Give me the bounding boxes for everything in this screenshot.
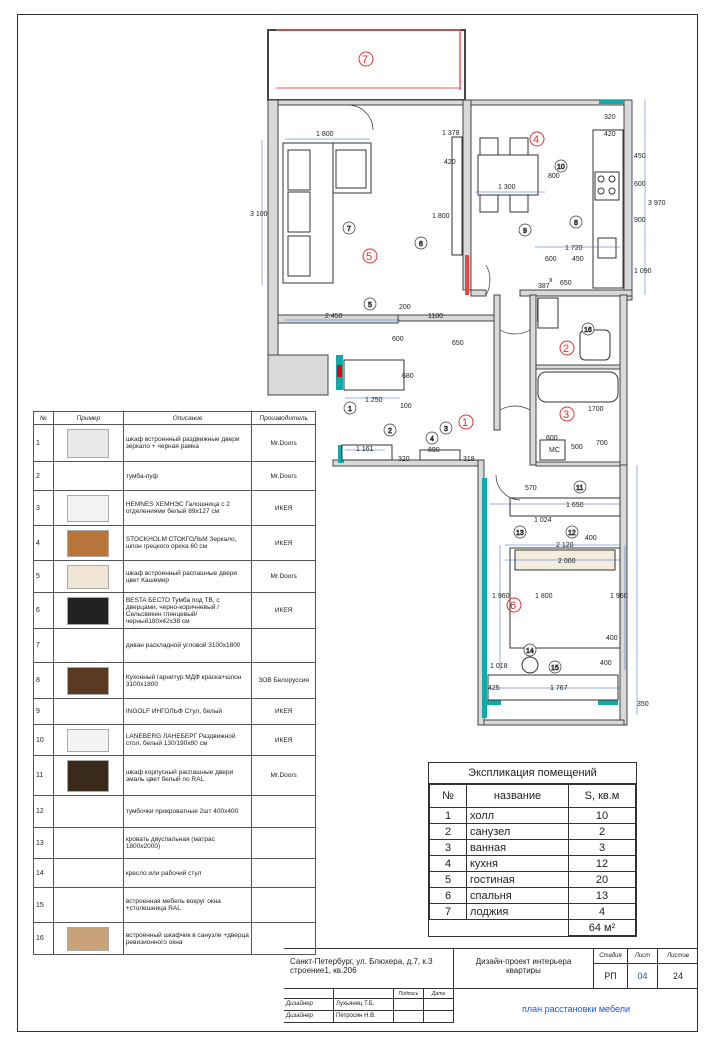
dim-label: 1 250 (365, 397, 383, 404)
explication-cell-n: 7 (430, 904, 467, 920)
explication-row (430, 872, 636, 888)
furniture-thumbnail (53, 491, 123, 526)
row-number: 12 (34, 796, 54, 828)
furniture-description: INGOLF ИНГОЛЬФ Стул, белый (123, 699, 251, 725)
explication-cell-s: 3 (569, 840, 636, 856)
expl-header: название (467, 785, 569, 808)
furniture-manufacturer (252, 859, 316, 888)
dim-label: 2 120 (556, 542, 574, 549)
expl-header: S, кв.м (569, 785, 636, 808)
furniture-manufacturer (252, 888, 316, 923)
kitchen-set (593, 130, 623, 288)
room-marker: 2 (563, 343, 570, 355)
row-number: 14 (34, 859, 54, 888)
row-number: 16 (34, 923, 54, 955)
furniture-thumbnail (53, 828, 123, 859)
explication-cell-s: 10 (569, 808, 636, 824)
room-marker: 3 (563, 409, 570, 421)
furniture-image (68, 467, 108, 486)
furniture-thumbnail (53, 888, 123, 923)
furniture-description: диван раскладной угловой 3100x1800 (123, 629, 251, 663)
explication-cell-n: 1 (430, 808, 467, 824)
explication-cell-name: ванная (467, 840, 569, 856)
furniture-row (34, 699, 316, 725)
dim-label: 3 100 (250, 211, 268, 218)
explication-cell-s: 13 (569, 888, 636, 904)
furniture-image (67, 530, 109, 557)
sign-header: Подпись (394, 989, 424, 999)
furniture-image (68, 833, 108, 854)
row-number: 10 (34, 725, 54, 756)
dim-label: 400 (585, 535, 597, 542)
furniture-description: тумба-пуф (123, 462, 251, 491)
col-header: Производитель (252, 412, 316, 425)
stage-value: РП (594, 964, 628, 989)
furniture-thumbnail (53, 699, 123, 725)
dim-label: 320 (604, 114, 616, 121)
explication-cell-s: 20 (569, 872, 636, 888)
tv-unit (452, 137, 462, 255)
dim-label: 318 (463, 456, 475, 463)
dim-label: 420 (444, 159, 456, 166)
furniture-image (67, 760, 109, 792)
expl-total: 64 м² (569, 920, 636, 936)
dim-label: 1100 (428, 313, 444, 320)
dim-label: 1 960 (610, 593, 628, 600)
furniture-description: тумбочки прикроватные 2шт 400x400 (123, 796, 251, 828)
item-marker: 8 (574, 220, 578, 227)
dim-label: 3 970 (648, 200, 666, 207)
dim-label: 1 767 (550, 685, 568, 692)
item-marker: 1 (348, 406, 352, 413)
row-number: 2 (34, 462, 54, 491)
furniture-thumbnail (53, 756, 123, 796)
furniture-manufacturer (252, 796, 316, 828)
furniture-image (67, 597, 109, 625)
dim-label: 1 960 (492, 593, 510, 600)
designer-1: Лухьянец Т.Б. (334, 999, 394, 1011)
dim-label: 1 650 (566, 502, 584, 509)
furniture-description: встроенная мебель вокруг окна +столешница RAL (123, 888, 251, 923)
title-block (284, 948, 698, 1033)
hall-furniture (342, 360, 460, 460)
furniture-row (34, 462, 316, 491)
room-marker: 5 (366, 251, 373, 263)
explication-cell-n: 3 (430, 840, 467, 856)
dim-label: 350 (637, 701, 649, 708)
furniture-thumbnail (53, 425, 123, 462)
furniture-image (67, 729, 109, 752)
col-header: Описание (123, 412, 251, 425)
dim-label: 2 450 (325, 313, 343, 320)
dim-label: 680 (402, 373, 414, 380)
dim-label: 570 (525, 485, 537, 492)
furniture-manufacturer (252, 828, 316, 859)
dim-label: 600 (545, 256, 557, 263)
dim-label: 100 (400, 403, 412, 410)
dim-label: 200 (399, 304, 411, 311)
furniture-row (34, 756, 316, 796)
furniture-thumbnail (53, 923, 123, 955)
furniture-description: Кухонный гарнитур МДФ краска+шпон 3100x1800 (123, 663, 251, 699)
item-marker: 5 (368, 302, 372, 309)
furniture-image (67, 927, 109, 951)
furniture-description: шкаф корпусный распашные двери эмаль цвет белый по RAL (123, 756, 251, 796)
explication-title: Экспликация помещений (429, 763, 636, 784)
furniture-row (34, 491, 316, 526)
row-number: 11 (34, 756, 54, 796)
dim-label: 1 161 (356, 446, 374, 453)
explication-cell-name: кухня (467, 856, 569, 872)
dim-label: 1 378 (442, 130, 460, 137)
item-marker: 7 (347, 226, 351, 233)
furniture-row (34, 888, 316, 923)
explication-cell-name: лоджия (467, 904, 569, 920)
row-number: 9 (34, 699, 54, 725)
row-number: 3 (34, 491, 54, 526)
furniture-image (67, 667, 109, 695)
explication-row (430, 856, 636, 872)
dim-label: 600 (546, 435, 558, 442)
furniture-manufacturer: ИКЕЯ (252, 491, 316, 526)
furniture-description: STOCKHOLM СТОКГОЛЬМ Зеркало, шпон грецкого ореха 60 см (123, 526, 251, 561)
furniture-thumbnail (53, 593, 123, 629)
dining-table (478, 138, 538, 212)
furniture-row (34, 593, 316, 629)
dim-label: 1700 (588, 406, 604, 413)
row-number: 7 (34, 629, 54, 663)
item-marker: 10 (557, 164, 565, 171)
item-marker: 4 (430, 436, 434, 443)
item-marker: 15 (551, 665, 559, 672)
row-number: 5 (34, 561, 54, 593)
address: Санкт-Петербург, ул. Блюхера, д.7, к.3 строение1, кв.206 (284, 949, 454, 989)
furniture-row (34, 663, 316, 699)
furniture-image (68, 864, 108, 883)
sofa (283, 143, 371, 283)
item-marker: 9 (523, 228, 527, 235)
explication-cell-n: 5 (430, 872, 467, 888)
date-header: Дата (424, 989, 454, 999)
drawing-name: план расстановки мебели (522, 1004, 630, 1014)
furniture-image (67, 565, 109, 589)
dim-label: 1 300 (498, 184, 516, 191)
dim-label: 425 (488, 685, 500, 692)
room-marker: 7 (362, 54, 369, 66)
furniture-image (68, 634, 108, 658)
furniture-manufacturer: ИКЕЯ (252, 593, 316, 629)
item-marker: 13 (516, 530, 524, 537)
dim-label: 1 800 (316, 131, 334, 138)
furniture-row (34, 561, 316, 593)
furniture-row (34, 923, 316, 955)
furniture-manufacturer: Mr.Doors (252, 462, 316, 491)
dim-label: 400 (600, 660, 612, 667)
role-2: Дизайнер (284, 1011, 334, 1023)
row-number: 4 (34, 526, 54, 561)
item-marker: 2 (388, 428, 392, 435)
furniture-image (67, 429, 109, 458)
dim-label: 420 (604, 131, 616, 138)
room-explication (428, 762, 637, 937)
furniture-thumbnail (53, 462, 123, 491)
dim-label: 900 (634, 217, 646, 224)
explication-row (430, 904, 636, 920)
explication-cell-name: гостиная (467, 872, 569, 888)
col-header: Пример (53, 412, 123, 425)
row-number: 1 (34, 425, 54, 462)
furniture-thumbnail (53, 663, 123, 699)
furniture-manufacturer: ИКЕЯ (252, 725, 316, 756)
explication-row (430, 824, 636, 840)
dim-label: 1 090 (634, 268, 652, 275)
stage-header: Стадия (594, 949, 628, 964)
sheet-header: Лист (628, 949, 658, 964)
furniture-description: кровать двуспальная (матрас 1800x2000) (123, 828, 251, 859)
explication-cell-n: 2 (430, 824, 467, 840)
furniture-image (68, 893, 108, 918)
dim-label: 450 (634, 153, 646, 160)
dim-label: 650 (452, 340, 464, 347)
explication-row (430, 840, 636, 856)
role-1: Дизайнер (284, 999, 334, 1011)
furniture-thumbnail (53, 526, 123, 561)
dim-label: 450 (572, 256, 584, 263)
furniture-description: кресло или рабочий стул (123, 859, 251, 888)
project-name: Дизайн-проект интерьера квартиры (454, 949, 594, 989)
furniture-image (68, 704, 108, 720)
furniture-image (67, 495, 109, 522)
sheets-header: Листов (658, 949, 698, 964)
dim-label: 600 (392, 336, 404, 343)
dim-label: 1 800 (535, 593, 553, 600)
furniture-manufacturer: ИКЕЯ (252, 526, 316, 561)
furniture-row (34, 425, 316, 462)
explication-cell-s: 4 (569, 904, 636, 920)
furniture-description: встроенный шкафчик в санузле +дверца ревизионного окна (123, 923, 251, 955)
dim-label: 650 (560, 280, 572, 287)
designer-2: Петросян Н.В. (334, 1011, 394, 1023)
dim-label: 320 (398, 456, 410, 463)
furniture-manufacturer: Mr.Doors (252, 756, 316, 796)
furniture-manufacturer: Mr.Doors (252, 425, 316, 462)
expl-header: № (430, 785, 467, 808)
dim-label: 1 800 (432, 213, 450, 220)
room-marker: 6 (510, 600, 517, 612)
explication-cell-name: холл (467, 808, 569, 824)
furniture-manufacturer: ЗОВ Белоруссия (252, 663, 316, 699)
furniture-thumbnail (53, 859, 123, 888)
furniture-description: шкаф встроенный распашные двери цвет Кашемир (123, 561, 251, 593)
furniture-manufacturer (252, 629, 316, 663)
item-marker: 16 (584, 327, 592, 334)
col-header: № (34, 412, 54, 425)
explication-cell-name: санузел (467, 824, 569, 840)
sheet-value: 04 (628, 964, 658, 989)
row-number: 8 (34, 663, 54, 699)
item-marker: 12 (568, 530, 576, 537)
room-marker: 4 (533, 134, 540, 146)
explication-cell-s: 2 (569, 824, 636, 840)
dim-label: 700 (596, 440, 608, 447)
furniture-row (34, 629, 316, 663)
room-marker: 1 (462, 417, 469, 429)
explication-cell-s: 12 (569, 856, 636, 872)
furniture-thumbnail (53, 629, 123, 663)
furniture-description: LANEBERG ЛАНЕБЕРГ Раздвижной стол, белый 130/190x80 см (123, 725, 251, 756)
explication-row (430, 888, 636, 904)
dim-label: 1 720 (565, 245, 583, 252)
furniture-row (34, 828, 316, 859)
explication-cell-n: 4 (430, 856, 467, 872)
row-number: 6 (34, 593, 54, 629)
explication-cell-name: спальня (467, 888, 569, 904)
dim-label: 387 (538, 283, 550, 290)
dim-label: 890 (428, 447, 440, 454)
row-number: 13 (34, 828, 54, 859)
furniture-manufacturer: ИКЕЯ (252, 699, 316, 725)
furniture-thumbnail (53, 725, 123, 756)
furniture-thumbnail (53, 796, 123, 828)
explication-cell-n: 6 (430, 888, 467, 904)
furniture-row (34, 859, 316, 888)
dim-label: MC (549, 447, 560, 454)
furniture-description: HEMNES ХЕМНЭС Галошница с 2 отделениями белый 89x127 см (123, 491, 251, 526)
item-marker: 11 (576, 485, 584, 492)
dim-label: 2 000 (558, 558, 576, 565)
item-marker: 6 (419, 241, 423, 248)
row-number: 15 (34, 888, 54, 923)
furniture-description: BESTA БЕСТО Тумба под ТВ, с дверцами, черно-коричневый /Сельсвикен глянцевый/черный180x42x38 см (123, 593, 251, 629)
dim-label: 600 (634, 181, 646, 188)
furniture-image (68, 801, 108, 823)
explication-row (430, 808, 636, 824)
furniture-schedule (33, 411, 316, 955)
dim-label: 400 (606, 635, 618, 642)
dim-label: 1 018 (490, 663, 508, 670)
item-marker: 3 (444, 426, 448, 433)
dim-label: 1 024 (534, 517, 552, 524)
dim-label: x (549, 277, 553, 284)
furniture-row (34, 526, 316, 561)
furniture-row (34, 725, 316, 756)
furniture-description: шкаф встроенный раздвижные двери зеркало + черная рамка (123, 425, 251, 462)
furniture-manufacturer: Mr.Doors (252, 561, 316, 593)
furniture-thumbnail (53, 561, 123, 593)
dim-label: 500 (571, 444, 583, 451)
furniture-row (34, 796, 316, 828)
item-marker: 14 (526, 648, 534, 655)
sheets-value: 24 (658, 964, 698, 989)
dim-label: 800 (548, 173, 560, 180)
